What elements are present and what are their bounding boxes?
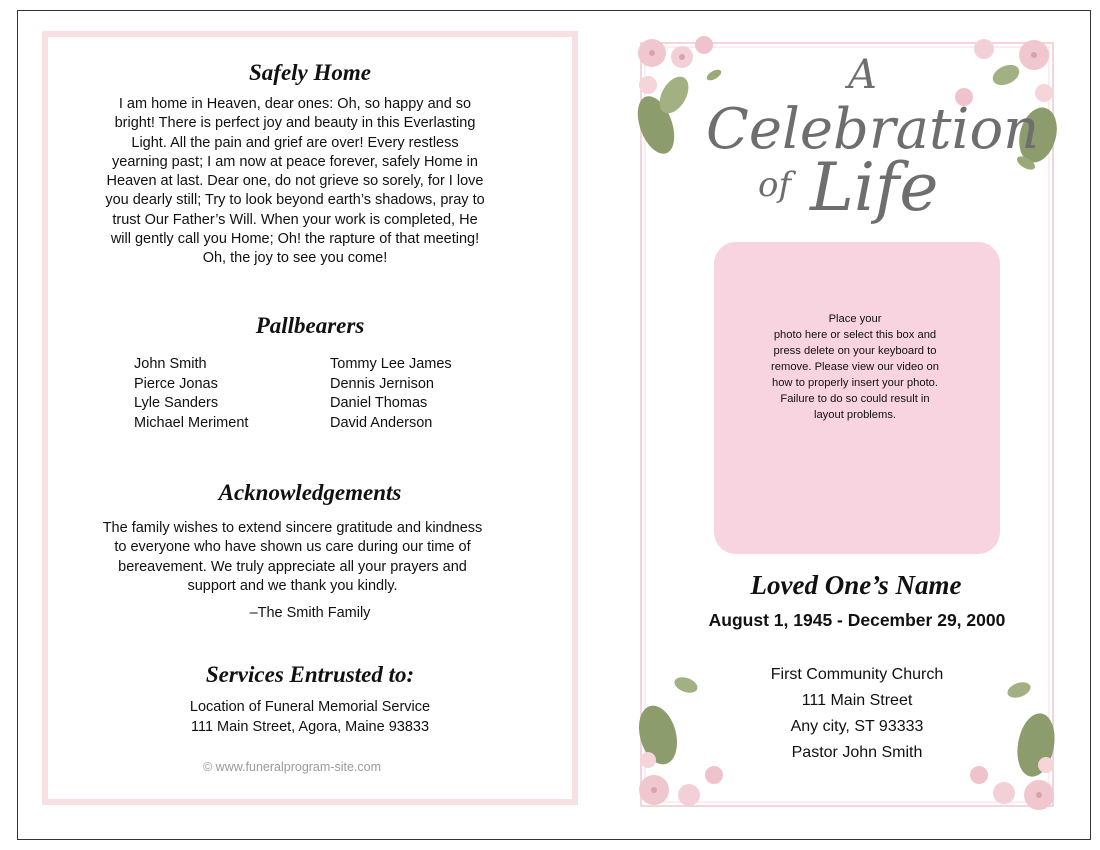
poem-line: I am home in Heaven, dear ones: Oh, so happy and so bbox=[118, 96, 472, 112]
pallbearer-name: Dennis Jernison bbox=[330, 375, 434, 392]
placeholder-line: how to properly insert your photo. bbox=[771, 377, 939, 389]
poem-line: you dearly still; Try to look beyond earth’s shadows, pray to bbox=[105, 192, 485, 209]
poem-line: bright! There is perfect joy and beauty in this Everlasting bbox=[114, 115, 476, 132]
pallbearer-name: John Smith bbox=[134, 356, 207, 372]
ack-line: The family wishes to extend sincere gratitude and kindness bbox=[102, 520, 483, 536]
service-church: First Community Church bbox=[770, 666, 944, 683]
placeholder-line: photo here or select this box and bbox=[773, 329, 937, 341]
placeholder-line: layout problems. bbox=[813, 409, 897, 421]
copyright-notice: © www.funeralprogram-site.com bbox=[202, 760, 381, 774]
poem-line: trust Our Father’s Will. When your work is completed, He bbox=[112, 211, 478, 228]
celebration-of-life-title bbox=[700, 48, 1040, 238]
placeholder-line: remove. Please view our video on bbox=[771, 361, 939, 373]
pallbearers-left-column bbox=[134, 355, 248, 434]
life-dates: August 1, 1945 - December 29, 2000 bbox=[708, 610, 1006, 630]
pallbearers-right-column bbox=[330, 355, 452, 434]
poem-text bbox=[85, 95, 505, 269]
service-city: Any city, ST 93333 bbox=[790, 718, 924, 735]
poem-line: Light. All the pain and grief are over! Every restless bbox=[131, 134, 459, 151]
ack-line: to everyone who have shown us care during our time of bbox=[114, 539, 471, 556]
services-title: Services Entrusted to: bbox=[205, 662, 415, 687]
service-pastor: Pastor John Smith bbox=[791, 744, 923, 761]
poem-line: Heaven at last. Dear one, do not grieve so sorely, for I love bbox=[106, 173, 484, 190]
photo-placeholder-text bbox=[755, 311, 955, 423]
pallbearer-name: David Anderson bbox=[330, 415, 433, 432]
poem-line: Oh, the joy to see you come! bbox=[202, 250, 388, 267]
acknowledgements-title: Acknowledgements bbox=[218, 480, 402, 505]
title-a: A bbox=[848, 52, 877, 98]
service-street: 111 Main Street bbox=[801, 692, 913, 709]
acknowledgements-text bbox=[80, 519, 505, 596]
pallbearer-name: Pierce Jonas bbox=[134, 375, 218, 392]
title-celebration: Celebration bbox=[706, 97, 1040, 162]
title-life: Life bbox=[810, 149, 939, 226]
title-of: of bbox=[758, 165, 792, 205]
pallbearer-name: Lyle Sanders bbox=[134, 395, 219, 412]
pallbearer-name: Michael Meriment bbox=[134, 415, 249, 432]
pallbearers-title: Pallbearers bbox=[255, 313, 365, 338]
pallbearer-name: Tommy Lee James bbox=[330, 356, 452, 372]
placeholder-line: press delete on your keyboard to bbox=[773, 345, 937, 357]
poem-line: yearning past; I am now at peace forever, safely Home in bbox=[112, 153, 478, 170]
poem-line: will gently call you Home; Oh! the rapture of that meeting! bbox=[110, 231, 480, 248]
poem-title: Safely Home bbox=[249, 60, 371, 85]
family-signature: –The Smith Family bbox=[249, 605, 371, 621]
services-address: 111 Main Street, Agora, Maine 93833 bbox=[190, 719, 430, 735]
placeholder-line: Place your bbox=[828, 313, 882, 325]
pallbearer-name: Daniel Thomas bbox=[330, 395, 428, 412]
services-location: Location of Funeral Memorial Service bbox=[189, 699, 431, 715]
ack-line: bereavement. We truly appreciate all your prayers and bbox=[118, 558, 467, 575]
placeholder-line: Failure to do so could result in bbox=[780, 393, 930, 405]
ack-line: support and we thank you kindly. bbox=[187, 577, 398, 594]
loved-one-name: Loved One’s Name bbox=[750, 570, 962, 600]
